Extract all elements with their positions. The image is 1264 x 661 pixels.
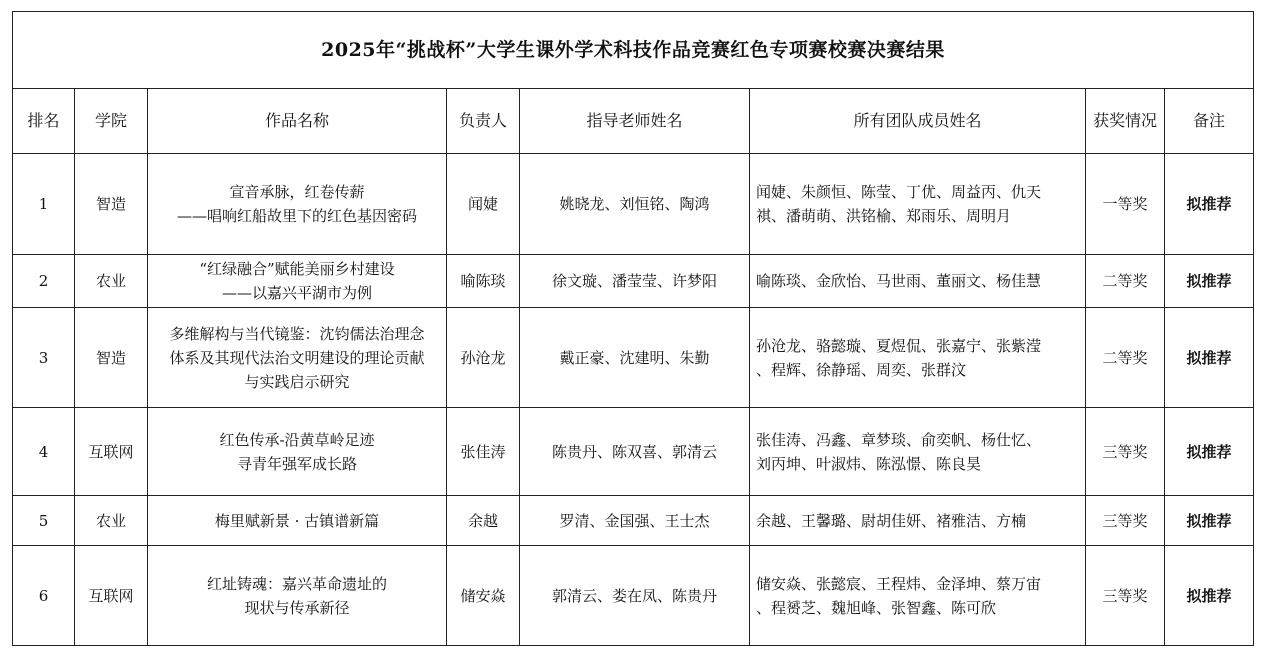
rank-cell: 4	[13, 408, 75, 496]
members-line: 、程赟芝、魏旭峰、张智鑫、陈可欣	[756, 598, 997, 617]
members-line: 余越、王馨璐、尉胡佳妍、褚雅洁、方楠	[756, 511, 1027, 530]
advisors-cell: 郭清云、娄在凤、陈贵丹	[520, 546, 750, 646]
work-name-line: “红绿融合”赋能美丽乡村建设	[199, 260, 395, 278]
college-cell: 智造	[75, 154, 148, 255]
advisors-cell: 陈贵丹、陈双喜、郭清云	[520, 408, 750, 496]
table-row	[13, 408, 1254, 496]
advisors-cell: 戴正豪、沈建明、朱勤	[520, 308, 750, 408]
college-cell: 智造	[75, 308, 148, 408]
leader-cell: 余越	[447, 496, 520, 546]
members-line: 、程辉、徐静瑶、周奕、张群汶	[756, 360, 967, 379]
members-cell	[750, 154, 1086, 255]
header-award: 获奖情况	[1086, 89, 1165, 154]
advisors-cell: 徐文璇、潘莹莹、许梦阳	[520, 255, 750, 308]
table-row	[13, 546, 1254, 646]
table-row	[13, 255, 1254, 308]
header-advisors: 指导老师姓名	[520, 89, 750, 154]
members-cell	[750, 496, 1086, 546]
advisors-cell: 罗清、金国强、王士杰	[520, 496, 750, 546]
work-name-cell	[148, 496, 447, 546]
college-cell: 农业	[75, 496, 148, 546]
note-cell: 拟推荐	[1165, 496, 1254, 546]
advisors-cell: 姚晓龙、刘恒铭、陶鸿	[520, 154, 750, 255]
award-cell: 二等奖	[1086, 255, 1165, 308]
results-sheet	[12, 11, 1253, 646]
header-leader: 负责人	[447, 89, 520, 154]
award-cell: 一等奖	[1086, 154, 1165, 255]
rank-cell: 6	[13, 546, 75, 646]
members-line: 刘丙坤、叶淑炜、陈泓憬、陈良昊	[756, 454, 982, 473]
award-cell: 三等奖	[1086, 546, 1165, 646]
results-table	[12, 11, 1254, 646]
work-name-line: 与实践启示研究	[244, 372, 350, 391]
note-cell: 拟推荐	[1165, 154, 1254, 255]
page-title: 2025年“挑战杯”大学生课外学术科技作品竞赛红色专项赛校赛决赛结果	[13, 12, 1254, 89]
work-name-cell	[148, 255, 447, 308]
work-name-line: 红址铸魂：嘉兴革命遗址的	[206, 574, 387, 593]
note-cell: 拟推荐	[1165, 308, 1254, 408]
award-cell: 三等奖	[1086, 496, 1165, 546]
work-name-line: 梅里赋新景 · 古镇谱新篇	[214, 511, 380, 530]
members-cell	[750, 308, 1086, 408]
note-cell: 拟推荐	[1165, 408, 1254, 496]
leader-cell: 张佳涛	[447, 408, 520, 496]
members-line: 张佳涛、冯鑫、章梦琰、俞奕帆、杨仕忆、	[756, 430, 1042, 449]
table-row	[13, 154, 1254, 255]
work-name-line: 体系及其现代法治文明建设的理论贡献	[169, 348, 425, 367]
rank-cell: 1	[13, 154, 75, 255]
work-name-cell	[148, 154, 447, 255]
note-cell: 拟推荐	[1165, 255, 1254, 308]
work-name-line: ——以嘉兴平湖市为例	[221, 284, 372, 302]
header-college: 学院	[75, 89, 148, 154]
members-line: 孙沧龙、骆懿璇、夏煜侃、张嘉宁、张紫滢	[756, 336, 1042, 355]
note-cell: 拟推荐	[1165, 546, 1254, 646]
header-members: 所有团队成员姓名	[750, 89, 1086, 154]
table-row	[13, 496, 1254, 546]
award-cell: 二等奖	[1086, 308, 1165, 408]
members-cell	[750, 546, 1086, 646]
work-name-line: 多维解构与当代镜鉴：沈钧儒法治理念	[169, 324, 425, 343]
leader-cell: 储安焱	[447, 546, 520, 646]
header-work-name: 作品名称	[148, 89, 447, 154]
work-name-cell	[148, 308, 447, 408]
members-line: 祺、潘萌萌、洪铭榆、郑雨乐、周明月	[756, 207, 1012, 225]
work-name-line: ——唱响红船故里下的红色基因密码	[176, 207, 417, 225]
table-row	[13, 308, 1254, 408]
award-cell: 三等奖	[1086, 408, 1165, 496]
leader-cell: 闻婕	[447, 154, 520, 255]
rank-cell: 5	[13, 496, 75, 546]
college-cell: 互联网	[75, 408, 148, 496]
leader-cell: 孙沧龙	[447, 308, 520, 408]
work-name-line: 现状与传承新径	[244, 598, 350, 617]
college-cell: 农业	[75, 255, 148, 308]
rank-cell: 2	[13, 255, 75, 308]
work-name-line: 红色传承-沿黄草岭足迹	[219, 430, 375, 449]
header-row	[13, 89, 1254, 154]
members-line: 喻陈琰、金欣怡、马世雨、董丽文、杨佳慧	[756, 272, 1042, 290]
members-cell	[750, 255, 1086, 308]
rank-cell: 3	[13, 308, 75, 408]
college-cell: 互联网	[75, 546, 148, 646]
leader-cell: 喻陈琰	[447, 255, 520, 308]
work-name-line: 寻青年强军成长路	[236, 454, 357, 473]
work-name-line: 宣音承脉，红卷传薪	[229, 183, 365, 201]
work-name-cell	[148, 546, 447, 646]
work-name-cell	[148, 408, 447, 496]
header-note: 备注	[1165, 89, 1254, 154]
members-line: 闻婕、朱颜恒、陈莹、丁优、周益丙、仇天	[756, 183, 1042, 201]
members-cell	[750, 408, 1086, 496]
members-line: 储安焱、张懿宸、王程炜、金泽坤、蔡万宙	[756, 574, 1042, 593]
header-rank: 排名	[13, 89, 75, 154]
